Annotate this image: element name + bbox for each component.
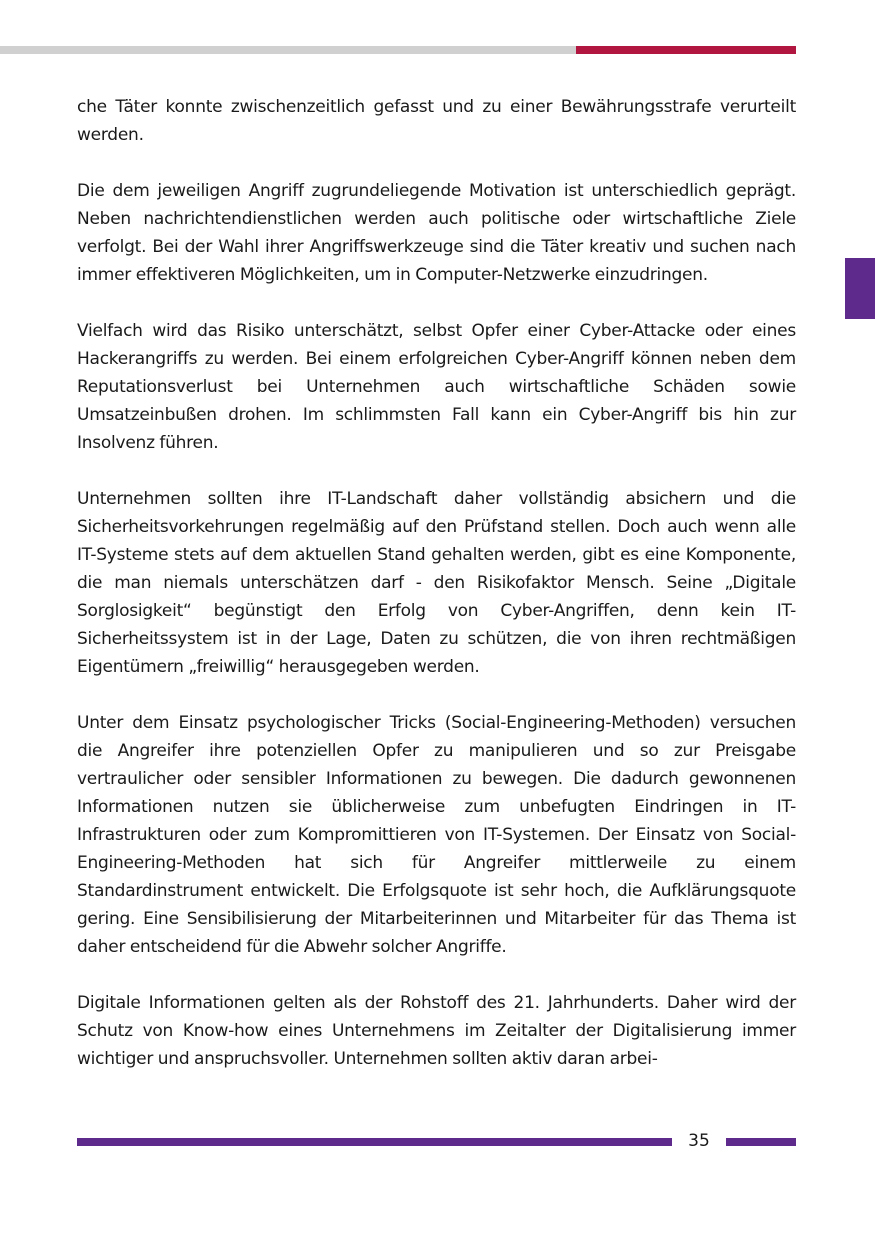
header-rule-grey — [0, 46, 576, 54]
footer-rule-right — [726, 1138, 796, 1146]
chapter-side-tab — [845, 258, 875, 319]
paragraph-6: Digitale Informationen gelten als der Rohstoff des 21. Jahrhunderts. Daher wird der Schutz von Know-how eines Unternehmens im Zeitalter der Digitalisierung immer wichtiger und anspruchsvoller. Unternehmen sollten aktiv daran arbei- — [77, 993, 796, 1069]
paragraph-3: Vielfach wird das Risiko unterschätzt, selbst Opfer einer Cyber-Attacke oder eines Hackerangriffs zu werden. Bei einem erfolgreichen Cyber-Angriff können neben dem Reputationsverlust bei Unternehmen auch wirtschaftliche Schäden sowie Umsatzeinbußen drohen. Im schlimmsten Fall kann ein Cyber-Angriff bis hin zur Insolvenz führen. — [77, 321, 796, 453]
footer-rule-left — [77, 1138, 672, 1146]
body-text — [77, 93, 796, 1101]
paragraph-4: Unternehmen sollten ihre IT-Landschaft daher vollständig absichern und die Sicherheitsvorkehrungen regelmäßig auf den Prüfstand stellen. Doch auch wenn alle IT-Systeme stets auf dem aktuellen Stand gehalten werden, gibt es eine Komponente, die man niemals unterschätzen darf - den Risikofaktor Mensch. Seine „Digitale Sorglosigkeit“ begünstigt den Erfolg von Cyber-Angriffen, denn kein IT-Sicherheitssystem ist in der Lage, Daten zu schützen, die von ihren rechtmäßigen Eigentümern „freiwillig“ herausgegeben werden. — [77, 489, 796, 677]
page-number: 35 — [688, 1131, 710, 1151]
paragraph-2: Die dem jeweiligen Angriff zugrundeliegende Motivation ist unterschiedlich geprägt. Neben nachrichtendienstlichen werden auch politische oder wirtschaftliche Ziele verfolgt. Bei der Wahl ihrer Angriffswerkzeuge sind die Täter kreativ und suchen nach immer effektiveren Möglichkeiten, um in Computer-Netzwerke einzudringen. — [77, 181, 796, 285]
paragraph-5: Unter dem Einsatz psychologischer Tricks (Social-Engineering-Methoden) versuchen die Angreifer ihre potenziellen Opfer zu manipulieren und so zur Preisgabe vertraulicher oder sensibler Informationen zu bewegen. Die dadurch gewonnenen Informationen nutzen sie üblicherweise zum unbefugten Eindringen in IT-Infrastrukturen oder zum Kompromittieren von IT-Systemen. Der Einsatz von Social-Engineering-Methoden hat sich für Angreifer mittlerweile zu einem Standardinstrument entwickelt. Die Erfolgsquote ist sehr hoch, die Aufklärungsquote gering. Eine Sensibilisierung der Mitarbeiterinnen und Mitarbeiter für das Thema ist daher entscheidend für die Abwehr solcher Angriffe. — [77, 713, 796, 957]
header-rule-accent — [576, 46, 796, 54]
paragraph-1: che Täter konnte zwischenzeitlich gefasst und zu einer Bewährungsstrafe verurteilt werden. — [77, 97, 796, 145]
